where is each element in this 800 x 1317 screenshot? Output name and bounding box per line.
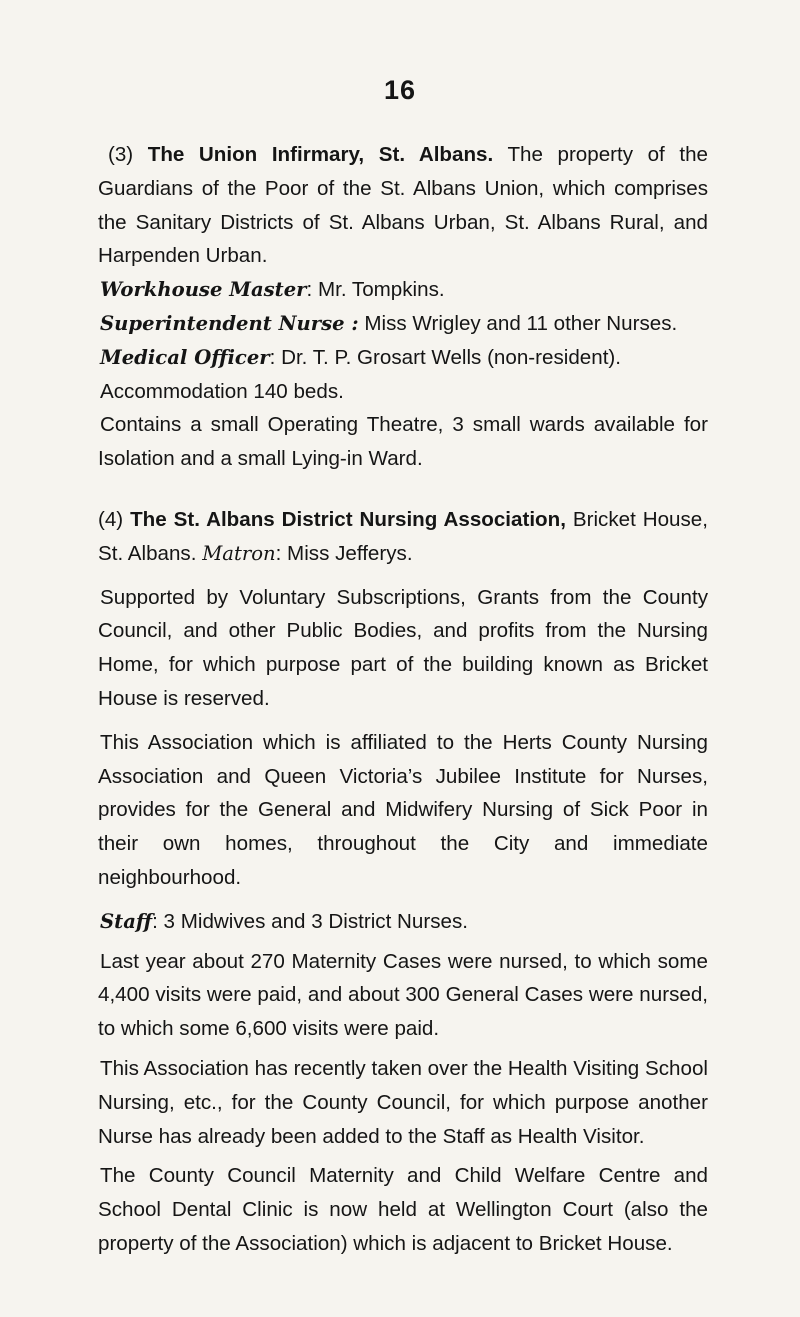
section-4-address: Bricket House, St. Albans. bbox=[98, 507, 708, 565]
staff-value: : 3 Midwives and 3 District Nurses. bbox=[152, 909, 468, 933]
staff-line bbox=[98, 905, 708, 939]
contains-paragraph: Contains a small Operating Theatre, 3 small wards available for Isolation and a small Lying-in Ward. bbox=[98, 413, 708, 471]
last-year-paragraph: Last year about 270 Maternity Cases were nursed, to which some 4,400 visits were paid, and about 300 General Cases were nursed, to which some 6,600 visits were paid. bbox=[98, 949, 708, 1041]
document-body bbox=[98, 138, 708, 1261]
welfare-centre-paragraph: The County Council Maternity and Child Welfare Centre and School Dental Clinic is now held at Wellington Court (also the property of the Association) which is adjacent to Bricket House. bbox=[98, 1164, 708, 1255]
page-number: 16 bbox=[383, 75, 417, 105]
section-3-description: The property of the Guardians of the Poor of the St. Albans Union, which comprises the Sanitary Districts of St. Albans Urban, St. Albans Rural, and Harpenden Urban. bbox=[98, 143, 708, 268]
section-3-number: (3) bbox=[108, 143, 134, 166]
section-4-heading: The St. Albans District Nursing Association, bbox=[130, 507, 566, 531]
medical-officer-line bbox=[98, 341, 708, 375]
health-visiting-paragraph: This Association has recently taken over the Health Visiting School Nursing, etc., for the County Council, for which purpose another Nurse has already been added to the Staff as Health Visitor. bbox=[98, 1056, 708, 1148]
workhouse-master-label: Workhouse Master bbox=[100, 278, 307, 302]
section-3-intro bbox=[98, 138, 708, 273]
superintendent-nurse-value: Miss Wrigley and 11 other Nurses. bbox=[364, 311, 678, 335]
medical-officer-value: : Dr. T. P. Grosart Wells (non-resident). bbox=[269, 345, 621, 369]
accommodation-line: Accommodation 140 beds. bbox=[100, 379, 344, 403]
section-4-intro bbox=[98, 503, 708, 571]
staff-label: Staff bbox=[100, 909, 153, 933]
superintendent-nurse-line bbox=[98, 307, 708, 341]
workhouse-master-value: : Mr. Tompkins. bbox=[306, 278, 445, 302]
matron-label: Matron bbox=[202, 541, 276, 565]
superintendent-nurse-label: Superintendent Nurse : bbox=[100, 311, 359, 335]
section-3-heading: The Union Infirmary, St. Albans. bbox=[147, 143, 494, 166]
supported-paragraph: Supported by Voluntary Subscriptions, Grants from the County Council, and other Public Bodies, and profits from the Nursing Home, for which purpose part of the building known as Bricket House is reserved. bbox=[98, 585, 708, 710]
medical-officer-label: Medical Officer bbox=[100, 345, 270, 369]
workhouse-master-line bbox=[98, 273, 708, 307]
affiliation-paragraph: This Association which is affiliated to the Herts County Nursing Association and Queen Victoria’s Jubilee Institute for Nurses, provides for the General and Midwifery Nursing of Sick Poor in their own homes, throughout the City and immediate neighbourhood. bbox=[98, 730, 708, 889]
matron-value: : Miss Jefferys. bbox=[275, 541, 413, 565]
section-4-number: (4) bbox=[98, 507, 124, 531]
